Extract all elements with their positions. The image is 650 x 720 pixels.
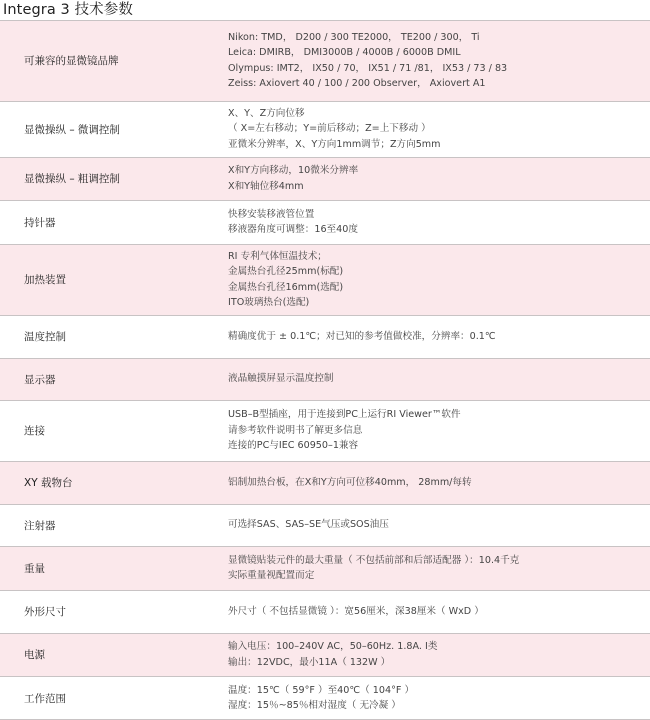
spec-value-line: 显微镜贴装元件的最大重量（ 不包括前部和后部适配器 ）：10.4千克 bbox=[228, 554, 520, 566]
spec-row bbox=[0, 244, 650, 315]
row-divider bbox=[0, 400, 650, 401]
spec-values bbox=[228, 200, 642, 244]
row-divider bbox=[0, 676, 650, 677]
row-divider bbox=[0, 315, 650, 316]
spec-value-line: 快移安装移液管位置 bbox=[228, 208, 315, 220]
spec-values bbox=[228, 676, 642, 720]
spec-value-line: 输出：12VDC，最小11A（ 132W ） bbox=[228, 656, 391, 668]
spec-label: 温度控制 bbox=[24, 331, 66, 343]
spec-label: 工作范围 bbox=[24, 692, 66, 705]
spec-value-line: USB–B型插座，用于连接到PC上运行RI Viewer™软件 bbox=[228, 409, 461, 421]
spec-label: 连接 bbox=[24, 425, 45, 437]
row-divider bbox=[0, 244, 650, 245]
spec-value-line: 铝制加热台板，在X和Y方向可位移40mm， 28mm/每转 bbox=[228, 476, 472, 488]
spec-values bbox=[228, 633, 642, 676]
spec-row bbox=[0, 461, 650, 504]
row-divider bbox=[0, 358, 650, 359]
spec-values bbox=[228, 590, 642, 633]
spec-value-line: 移液器角度可调整：16至40度 bbox=[228, 224, 358, 235]
page-title: Integra 3 技术参数 bbox=[3, 2, 133, 18]
spec-label: 显微操纵 – 微调控制 bbox=[24, 123, 120, 136]
spec-row bbox=[0, 504, 650, 546]
spec-row bbox=[0, 633, 650, 676]
spec-label: 显微操纵 – 粗调控制 bbox=[24, 173, 120, 185]
spec-row bbox=[0, 546, 650, 590]
spec-value-line: 请参考软件说明书了解更多信息 bbox=[228, 424, 363, 436]
spec-label: 加热装置 bbox=[24, 274, 66, 286]
spec-values bbox=[228, 101, 642, 157]
spec-values bbox=[228, 358, 642, 400]
spec-label: 可兼容的显微镜品牌 bbox=[24, 55, 119, 67]
spec-value-line: Nikon: TMD， D200 / 300 TE2000， TE200 / 300， Ti bbox=[228, 31, 480, 43]
spec-value-line: 金属热台孔径16mm(选配) bbox=[228, 281, 344, 293]
spec-value-line: 实际重量视配置而定 bbox=[228, 570, 315, 581]
spec-values bbox=[228, 244, 642, 315]
row-divider bbox=[0, 20, 650, 21]
spec-value-line: 连接的PC与IEC 60950–1兼容 bbox=[228, 440, 359, 452]
spec-value-line: 液晶触摸屏显示温度控制 bbox=[228, 373, 334, 385]
spec-values bbox=[228, 546, 642, 590]
row-divider bbox=[0, 461, 650, 462]
row-divider bbox=[0, 633, 650, 634]
spec-label: 显示器 bbox=[24, 373, 56, 386]
spec-value-line: 输入电压：100–240V AC，50–60Hz. 1.8A. I类 bbox=[228, 641, 438, 652]
spec-row bbox=[0, 157, 650, 200]
spec-value-line: 金属热台孔径25mm(标配) bbox=[228, 266, 344, 277]
spec-value-line: Leica: DMIRB， DMI3000B / 4000B / 6000B DMIL bbox=[228, 47, 461, 58]
spec-label: 持针器 bbox=[24, 216, 56, 229]
spec-label: 重量 bbox=[24, 562, 45, 575]
spec-values bbox=[228, 504, 642, 546]
spec-row bbox=[0, 400, 650, 461]
spec-label: 注射器 bbox=[24, 519, 56, 532]
row-divider bbox=[0, 200, 650, 201]
spec-value-line: Zeiss: Axiovert 40 / 100 / 200 Observer， Axiovert A1 bbox=[228, 78, 486, 89]
spec-row bbox=[0, 590, 650, 633]
row-divider bbox=[0, 101, 650, 102]
spec-row bbox=[0, 20, 650, 101]
spec-label: 外形尺寸 bbox=[24, 606, 66, 618]
spec-value-line: 精确度优于 ± 0.1℃；对已知的参考值做校准，分辨率：0.1℃ bbox=[228, 330, 496, 342]
spec-value-line: X和Y轴位移4mm bbox=[228, 180, 304, 192]
row-divider bbox=[0, 157, 650, 158]
row-divider bbox=[0, 590, 650, 591]
spec-value-line: 亚微米分辨率，X、Y方向1mm调节；Z方向5mm bbox=[228, 138, 441, 150]
spec-values bbox=[228, 400, 642, 461]
spec-values bbox=[228, 315, 642, 358]
spec-values bbox=[228, 157, 642, 200]
spec-row bbox=[0, 676, 650, 720]
spec-row bbox=[0, 358, 650, 400]
spec-value-line: Olympus: IMT2， IX50 / 70， IX51 / 71 /81， IX53 / 73 / 83 bbox=[228, 62, 508, 74]
spec-label: XY 载物台 bbox=[24, 477, 73, 489]
spec-value-line: X、Y、Z方向位移 bbox=[228, 107, 305, 119]
spec-value-line: 湿度：15％~85％相对湿度（ 无冷凝 ） bbox=[228, 700, 401, 711]
spec-value-line: 温度：15℃（ 59°F ）至40℃（ 104°F ） bbox=[228, 684, 415, 696]
spec-value-line: X和Y方向移动，10微米分辨率 bbox=[228, 165, 359, 176]
spec-value-line: （ X=左右移动；Y=前后移动；Z=上下移动 ） bbox=[228, 123, 431, 135]
spec-row bbox=[0, 200, 650, 244]
spec-row bbox=[0, 101, 650, 157]
spec-values bbox=[228, 461, 642, 504]
spec-values bbox=[228, 20, 642, 101]
spec-value-line: 外尺寸（ 不包括显微镜 ）：宽56厘米，深38厘米（ WxD ） bbox=[228, 605, 484, 617]
spec-label: 电源 bbox=[24, 649, 45, 661]
row-divider bbox=[0, 546, 650, 547]
spec-value-line: ITO玻璃热台(选配) bbox=[228, 297, 310, 308]
spec-row bbox=[0, 315, 650, 358]
row-divider bbox=[0, 504, 650, 505]
spec-value-line: 可选择SAS、SAS–SE气压或SOS油压 bbox=[228, 519, 389, 531]
spec-value-line: RI 专利气体恒温技术； bbox=[228, 250, 327, 262]
